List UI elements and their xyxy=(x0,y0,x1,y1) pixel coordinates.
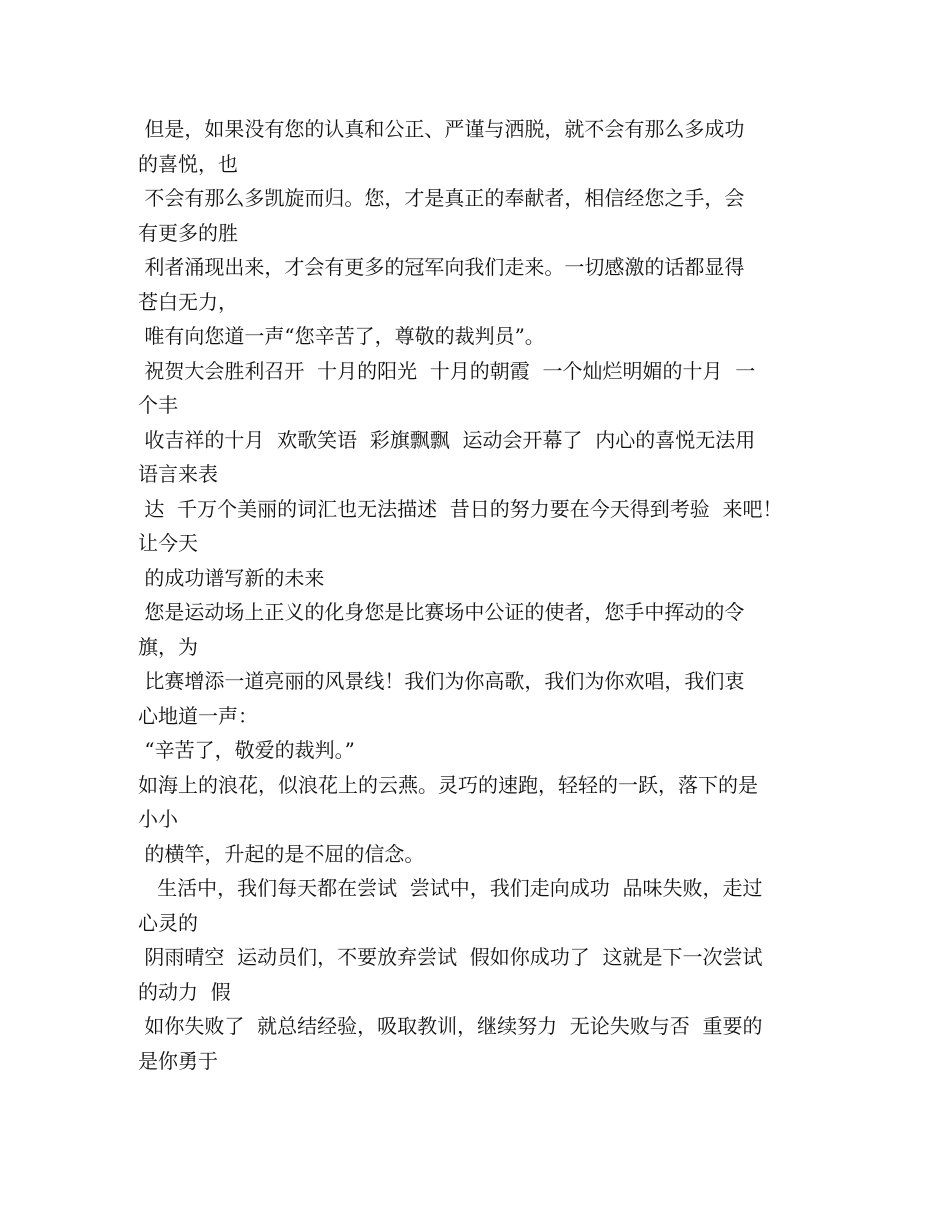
text-line: 有更多的胜 xyxy=(138,220,238,245)
text-line: 如海上的浪花，似浪花上的云燕。灵巧的速跑，轻轻的一跃，落下的是 xyxy=(138,772,758,797)
text-line: 旗，为 xyxy=(138,634,198,659)
text-line: 达 千万个美丽的词汇也无法描述 昔日的努力要在今天得到考验 来吧！ xyxy=(138,496,783,521)
text-line: 不会有那么多凯旋而归。您，才是真正的奉献者，相信经您之手，会 xyxy=(138,186,745,210)
text-line: 语言来表 xyxy=(138,462,218,486)
text-line: 的横竿，升起的是不屈的信念。 xyxy=(138,841,425,866)
text-line: 您是运动场上正义的化身您是比赛场中公证的使者，您手中挥动的令 xyxy=(138,600,745,624)
text-line: 唯有向您道一声“您辛苦了，尊敬的裁判员”。 xyxy=(138,324,545,348)
text-line: 苍白无力， xyxy=(138,289,238,314)
text-line: 祝贺大会胜利召开 十月的阳光 十月的朝霞 一个灿烂明媚的十月 一 xyxy=(138,358,756,383)
text-line: 让今天 xyxy=(138,531,198,555)
text-line: “辛苦了，敬爱的裁判。” xyxy=(138,738,355,762)
text-line: 个丰 xyxy=(138,393,178,417)
text-line: 小小 xyxy=(138,807,178,831)
text-line: 生活中，我们每天都在尝试 尝试中，我们走向成功 品味失败，走过 xyxy=(138,876,763,900)
text-line: 心灵的 xyxy=(138,910,198,935)
text-line: 的喜悦，也 xyxy=(138,151,238,176)
text-line: 收吉祥的十月 欢歌笑语 彩旗飘飘 运动会开幕了 内心的喜悦无法用 xyxy=(138,427,756,452)
text-line: 的成功谱写新的未来 xyxy=(138,565,325,590)
document-body xyxy=(138,112,828,1078)
text-line: 利者涌现出来，才会有更多的冠军向我们走来。一切感激的话都显得 xyxy=(138,255,745,279)
text-line: 是你勇于 xyxy=(138,1048,218,1073)
text-line: 但是，如果没有您的认真和公正、严谨与洒脱，就不会有那么多成功 xyxy=(138,117,745,141)
text-line: 如你失败了 就总结经验，吸取教训，继续努力 无论失败与否 重要的 xyxy=(138,1014,763,1038)
text-line: 的动力 假 xyxy=(138,979,231,1004)
text-line: 心地道一声： xyxy=(138,703,258,728)
text-line: 比赛增添一道亮丽的风景线！我们为你高歌，我们为你欢唱，我们衷 xyxy=(138,669,745,693)
text-line: 阴雨晴空 运动员们，不要放弃尝试 假如你成功了 这就是下一次尝试 xyxy=(138,945,763,969)
